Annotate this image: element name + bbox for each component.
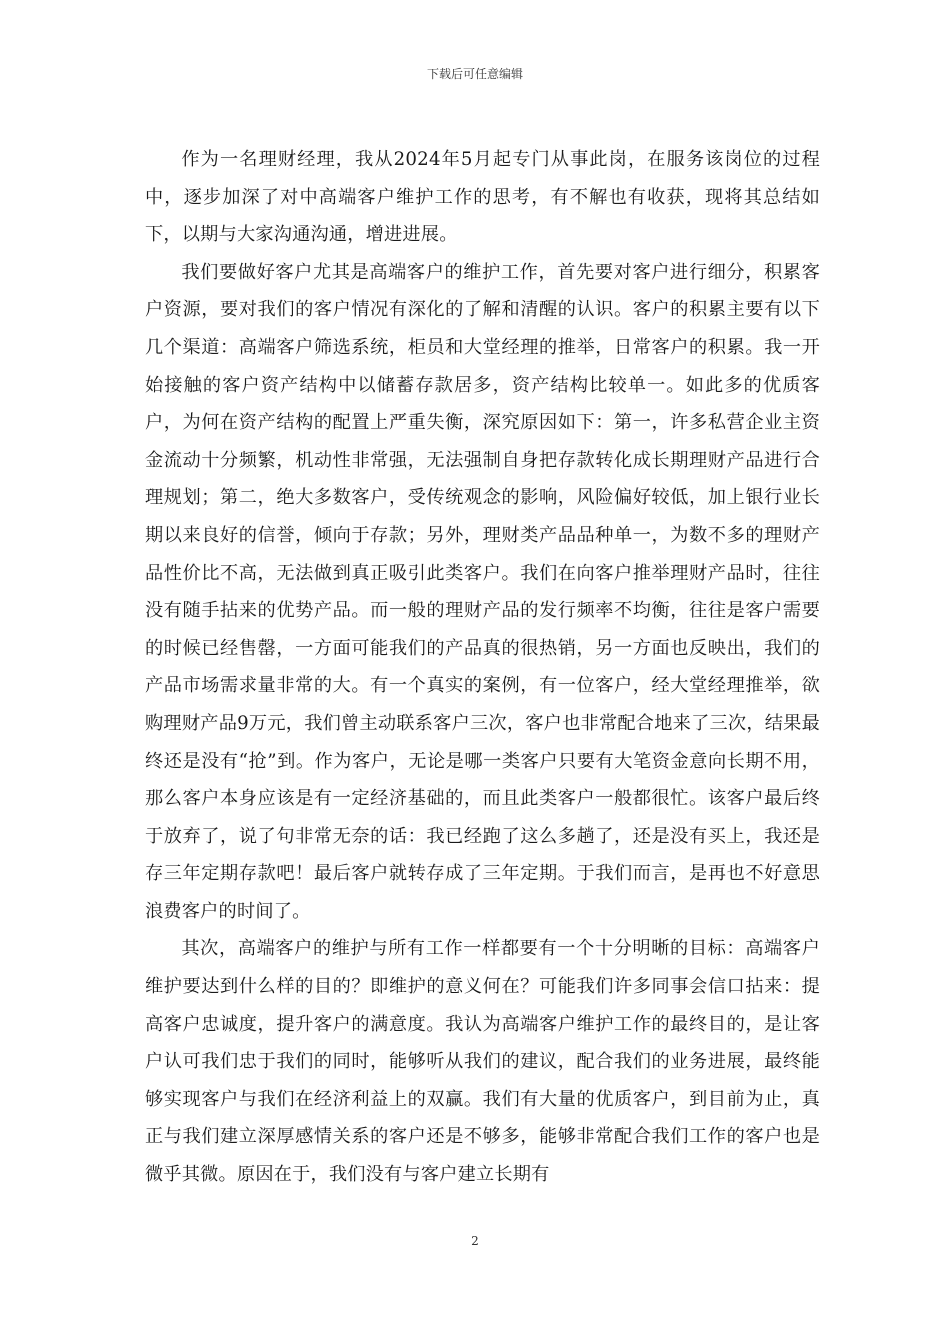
page-header: 下载后可任意编辑 <box>426 67 523 81</box>
paragraph-1: 作为一名理财经理，我从2024年5月起专门从事此岗，在服务该岗位的过程中，逐步加深了对中高端客户维护工作的思考，有不解也有收获，现将其总结如下，以期与大家沟通沟通，增进进展。 <box>145 149 820 246</box>
paragraph-2: 我们要做好客户尤其是高端客户的维护工作，首先要对客户进行细分，积累客户资源，要对我们的客户情况有深化的了解和清醒的认识。客户的积累主要有以下几个渠道：高端客户筛选系统，柜员和大堂经理的推举，日常客户的积累。我一开始接触的客户资产结构中以储蓄存款居多，资产结构比较单一。如此多的优质客户，为何在资产结构的配置上严重失衡，深究原因如下：第一，许多私营企业主资金流动十分频繁，机动性非常强，无法强制自身把存款转化成长期理财产品进行合理规划；第二，绝大多数客户，受传统观念的影响，风险偏好较低，加上银行业长期以来良好的信誉，倾向于存款；另外，理财类产品品种单一，为数不多的理财产品性价比不高，无法做到真正吸引此类客户。我们在向客户推举理财产品时，往往没有随手拈来的优势产品。而一般的理财产品的发行频率不均衡，往往是客户需要的时候已经售罄，一方面可能我们的产品真的很热销，另一方面也反映出，我们的产品市场需求量非常的大。有一个真实的案例，有一位客户，经大堂经理推举，欲购理财产品9万元，我们曾主动联系客户三次，客户也非常配合地来了三次，结果最终还是没有“抢”到。作为客户，无论是哪一类客户只要有大笔资金意向长期不用，那么客户本身应该是有一定经济基础的，而且此类客户一般都很忙。该客户最后终于放弃了，说了句非常无奈的话：我已经跑了这么多趟了，还是没有买上，我还是存三年定期存款吧！最后客户就转存成了三年定期。于我们而言，是再也不好意思浪费客户的时间了。 <box>145 261 820 922</box>
paragraph-3: 其次，高端客户的维护与所有工作一样都要有一个十分明晰的目标：高端客户维护要达到什么样的目的？即维护的意义何在？可能我们许多同事会信口拈来：提高客户忠诚度，提升客户的满意度。我认为高端客户维护工作的最终目的，是让客户认可我们忠于我们的同时，能够听从我们的建议，配合我们的业务进展，最终能够实现客户与我们在经济利益上的双赢。我们有大量的优质客户，到目前为止，真正与我们建立深厚感情关系的客户还是不够多，能够非常配合我们工作的客户也是微乎其微。原因在于，我们没有与客户建立长期有 <box>145 938 820 1186</box>
document-body <box>145 141 820 1194</box>
page-number: 2 <box>471 1234 479 1248</box>
